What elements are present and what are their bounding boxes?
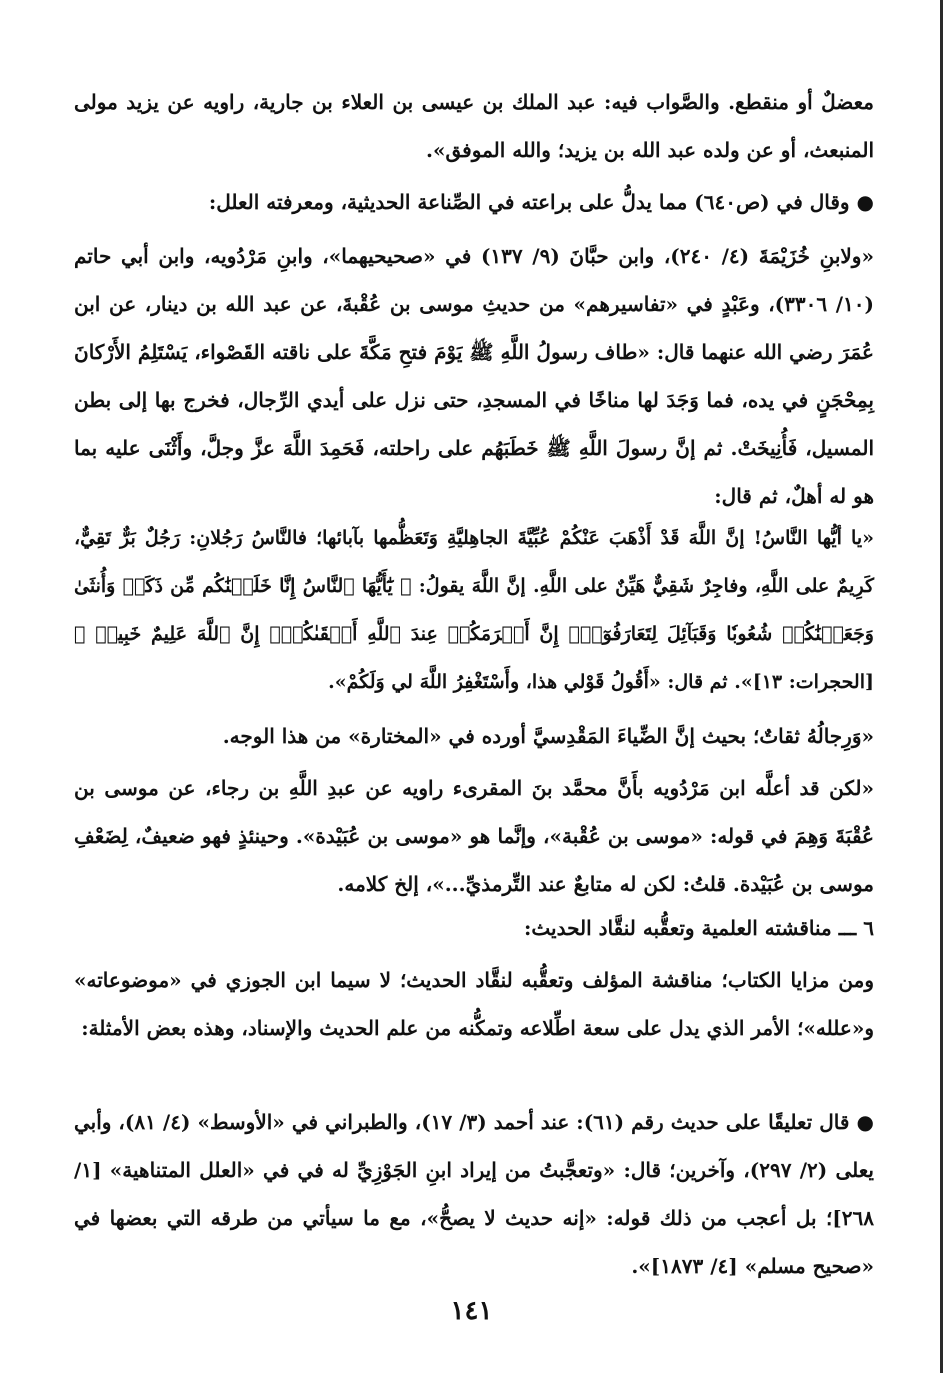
paragraph-sermon: «يا أيُّها النَّاسُ! إنَّ اللَّهَ قَدْ أَذْهَبَ عَنْكُمْ عُبِّيَّةَ الجاهِليَّةِ وَتَعَظُّمها بآبائها؛ فالنَّاسُ رَجُلانِ: رَجُلٌ بَرٌّ تَقِيٌّ، كَرِيمٌ على اللَّهِ، وفاجِرٌ شَقِيٌّ هَيِّنٌ على اللَّهِ. إنَّ اللَّهَ يقولُ: ﴿ يَٰٓأَيُّهَا ٱلنَّاسُ إِنَّا خَلَقۡنَٰكُم مِّن ذَكَرٖ وَأُنثَىٰ وَجَعَلۡنَٰكُمۡ شُعُوبٗا وَقَبَآئِلَ لِتَعَارَفُوٓاْۚ إِنَّ أَكۡرَمَكُمۡ عِندَ ٱللَّهِ أَتۡقَىٰكُمۡۚ إِنَّ ٱللَّهَ عَلِيمٌ خَبِيرٞ ﴾ [الحجرات: ١٣]». ثم قال: «أَقُولُ قَوْلي هذا، وأَسْتَغْفِرُ اللَّهَ لي وَلَكُمْ». [74,527,874,693]
paragraph-quote-hadith: «ولابنِ خُزَيْمَةَ (٤/ ٢٤٠)، وابن حبَّانَ (٩/ ١٣٧) في «صحيحيهما»، وابنِ مَرْدُويه، وابن أبي حاتم (١٠/ ٣٣٠٦)، وعَبْدٍ في «تفاسيرهم» من حديثِ موسى بن عُقْبةَ، عن عبد الله بن دينار، عن ابن عُمَرَ رضي الله عنهما قال: «طاف رسولُ اللَّهِ ﷺ يَوْمَ فتحِ مَكَّةَ على ناقته القَصْواء، يَسْتَلِمُ الأَرْكانَ بِمِحْجَنٍ في يده، فما وَجَدَ لها مناخًا في المسجدِ، حتى نزل على أيدي الرِّجال، فخرج بها إلى بطن المسيل، فَأُنِيخَتْ. ثم إنَّ رسولَ اللَّهِ ﷺ خَطَبَهُم على راحلته، فَحَمِدَ اللَّهَ عزَّ وجلَّ، وأَثْنَى عليه بما هو له أهلٌ، ثم قال: [74,244,874,508]
paragraph-example: ● قال تعليقًا على حديث رقم (٦١): عند أحمد (٣/ ١٧)، والطبراني في «الأوسط» (٤/ ٨١)، وأبي يعلى (٢/ ٢٩٧)، وآخرين؛ قال: «وتعجَّبتُ من إيراد ابنِ الجَوْزِيِّ له في في «العلل المتناهية» [١/ ٢٦٨]؛ بل أعجب من ذلك قوله: «إنه حديث لا يصحُّ»، مع ما سيأتي من طرقه التي بعضها في «صحيح مسلم» [٤/ ١٨٧٣]». [74,1110,874,1278]
paragraph-narrators: «وَرِجالُهُ ثقاتٌ؛ بحيث إنَّ الضِّياءَ المَقْدِسيَّ أورده في «المختارة» من هذا الوجه. [222,724,874,748]
paragraph-illness: «لكن قد أعلَّه ابن مَرْدُويه بأَنَّ محمَّد بنَ المقرىء راويه عن عبدِ اللَّهِ بن رجاء، عن موسى بن عُقْبَةَ وَهِمَ في قوله: «موسى بن عُقْبة»، وإنَّما هو «موسى بن عُبَيْدة». وحينئذٍ فهو ضعيفٌ، لِضَعْفِ موسى بن عُبَيْدة. قلتُ: لكن له متابعٌ عند التِّرمذيِّ...»، إلخ كلامه. [74,776,874,896]
paragraph-section-intro: ومن مزايا الكتاب؛ مناقشة المؤلف وتعقُّبه لنقَّاد الحديث؛ لا سيما ابن الجوزي في «موضوعاته» و«علله»؛ الأمر الذي يدل على سعة اطِّلاعه وتمكُّنه من علم الحديث والإسناد، وهذه بعض الأمثلة: [74,968,874,1040]
paragraph-bullet-intro: ● وقال في (ص٦٤٠) مما يدلُّ على براعته في الصِّناعة الحديثية، ومعرفته العلل: [208,190,874,214]
section-heading: ٦ ـــ مناقشته العلمية وتعقُّبه لنقَّاد الحديث: [524,916,874,940]
paragraph-continuation: معضلٌ أو منقطع. والصَّواب فيه: عبد الملك بن عيسى بن العلاء بن جارية، راويه عن يزيد مولى المنبعث، أو عن ولده عبد الله بن يزيد؛ والله الموفق». [74,90,874,162]
page-number: ١٤١ [450,1296,493,1326]
